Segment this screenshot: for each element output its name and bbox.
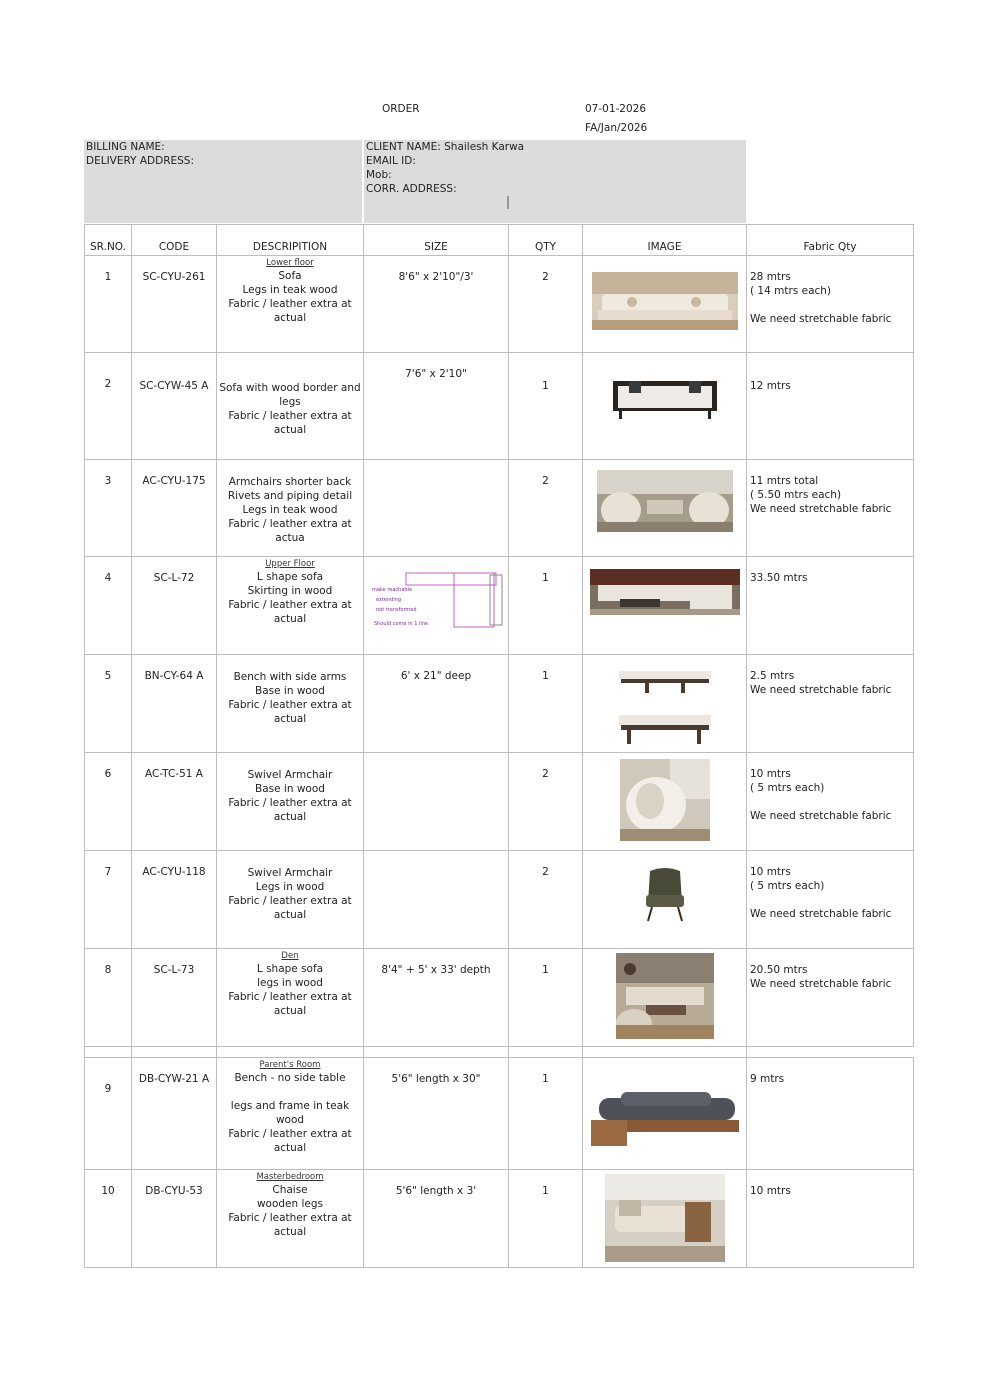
size-cell bbox=[364, 256, 509, 353]
qty-value: 1 bbox=[542, 964, 549, 976]
description-cell bbox=[217, 1170, 364, 1268]
srno-value: 10 bbox=[101, 1185, 115, 1197]
code-value: SC-L-73 bbox=[153, 964, 195, 976]
description-cell bbox=[217, 949, 364, 1047]
srno-cell bbox=[85, 1058, 132, 1170]
spacer-cell bbox=[583, 1047, 747, 1058]
qty-value: 1 bbox=[542, 1073, 549, 1085]
image-cell bbox=[583, 557, 747, 655]
srno-cell bbox=[85, 460, 132, 557]
fabric-line: We need stretchable fabric bbox=[750, 313, 892, 325]
size-cell bbox=[364, 949, 509, 1047]
fabric-line: We need stretchable fabric bbox=[750, 810, 892, 822]
srno-value: 5 bbox=[104, 670, 112, 682]
qty-cell bbox=[509, 949, 583, 1047]
fabric-line bbox=[750, 795, 913, 809]
description-cell bbox=[217, 655, 364, 753]
description-line: Legs in teak wood bbox=[242, 284, 338, 296]
table-row bbox=[85, 851, 914, 949]
description-line: Fabric / leather extra at bbox=[228, 895, 352, 907]
description-line: wooden legs bbox=[256, 1198, 324, 1210]
table-row bbox=[85, 557, 914, 655]
col-header-fabric-qty: Fabric Qty bbox=[747, 225, 914, 256]
description-line: Fabric / leather extra at bbox=[228, 797, 352, 809]
client-block bbox=[364, 140, 746, 223]
spacer-cell bbox=[132, 1047, 217, 1058]
description-cell bbox=[217, 851, 364, 949]
armchairs-image bbox=[597, 470, 733, 532]
spacer-cell bbox=[364, 1047, 509, 1058]
spacer-cell bbox=[85, 1047, 132, 1058]
image-cell bbox=[583, 256, 747, 353]
image-cell bbox=[583, 851, 747, 949]
col-header-description: DESCRIPITION bbox=[217, 225, 364, 256]
fabric-line: 10 mtrs bbox=[750, 1185, 791, 1197]
col-header-size: SIZE bbox=[364, 225, 509, 256]
fabric-cell bbox=[747, 1170, 914, 1268]
description-cell bbox=[217, 1058, 364, 1170]
col-header-image: IMAGE bbox=[583, 225, 747, 256]
code-cell bbox=[132, 753, 217, 851]
spacer-cell bbox=[509, 1047, 583, 1058]
srno-cell bbox=[85, 1170, 132, 1268]
code-value: AC-TC-51 A bbox=[145, 768, 203, 780]
den-sofa-image bbox=[616, 953, 714, 1039]
fabric-line bbox=[750, 298, 913, 312]
green-armchair-image bbox=[642, 865, 688, 923]
spacer-cell bbox=[747, 1047, 914, 1058]
billing-block bbox=[84, 140, 362, 223]
fabric-line: 11 mtrs total bbox=[750, 475, 819, 487]
col-header-qty: QTY bbox=[509, 225, 583, 256]
description-line: actual bbox=[273, 424, 307, 436]
description-line: Skirting in wood bbox=[247, 585, 333, 597]
srno-value: 9 bbox=[104, 1083, 112, 1095]
qty-cell bbox=[509, 1170, 583, 1268]
billing-name-label: BILLING NAME: bbox=[86, 141, 165, 153]
svg-text:not transformed: not transformed bbox=[376, 607, 417, 613]
delivery-address-label: DELIVERY ADDRESS: bbox=[86, 155, 195, 167]
fabric-line: We need stretchable fabric bbox=[750, 684, 892, 696]
fabric-cell bbox=[747, 655, 914, 753]
section-label: Lower floor bbox=[266, 258, 314, 268]
qty-value: 2 bbox=[542, 271, 549, 283]
fabric-line: ( 5.50 mtrs each) bbox=[750, 489, 842, 501]
srno-cell bbox=[85, 557, 132, 655]
description-line: legs in wood bbox=[257, 977, 323, 989]
fabric-cell bbox=[747, 949, 914, 1047]
image-cell bbox=[583, 353, 747, 460]
text-cursor bbox=[507, 196, 509, 209]
image-cell bbox=[583, 1170, 747, 1268]
code-cell bbox=[132, 949, 217, 1047]
table-row bbox=[85, 353, 914, 460]
order-title: ORDER bbox=[382, 103, 420, 115]
fabric-cell bbox=[747, 1058, 914, 1170]
image-cell bbox=[583, 655, 747, 753]
srno-cell bbox=[85, 949, 132, 1047]
qty-cell bbox=[509, 655, 583, 753]
description-line: Swivel Armchair bbox=[247, 867, 333, 879]
fabric-line: 12 mtrs bbox=[750, 380, 791, 392]
description-line: actual bbox=[273, 1005, 307, 1017]
qty-cell bbox=[509, 460, 583, 557]
qty-cell bbox=[509, 851, 583, 949]
fabric-line: We need stretchable fabric bbox=[750, 908, 892, 920]
code-cell bbox=[132, 851, 217, 949]
qty-cell bbox=[509, 256, 583, 353]
size-cell bbox=[364, 655, 509, 753]
description-line: Fabric / leather extra at bbox=[228, 991, 352, 1003]
code-cell bbox=[132, 353, 217, 460]
srno-cell bbox=[85, 753, 132, 851]
size-value: 8'4" + 5' x 33' depth bbox=[381, 964, 491, 976]
fabric-cell bbox=[747, 753, 914, 851]
order-date: 07-01-2026 bbox=[585, 103, 647, 115]
size-cell bbox=[364, 557, 509, 655]
description-line: actual bbox=[273, 1226, 307, 1238]
section-label: Masterbedroom bbox=[256, 1172, 324, 1182]
order-reference: FA/Jan/2026 bbox=[585, 122, 648, 134]
table-row bbox=[85, 949, 914, 1047]
description-line: Fabric / leather extra at bbox=[228, 1128, 352, 1140]
fabric-cell bbox=[747, 557, 914, 655]
qty-cell bbox=[509, 753, 583, 851]
section-label: Upper Floor bbox=[265, 559, 315, 569]
description-line: L shape sofa bbox=[256, 963, 324, 975]
fabric-line: 10 mtrs bbox=[750, 768, 791, 780]
description-line bbox=[217, 1085, 363, 1099]
size-value: 8'6" x 2'10"/3' bbox=[398, 271, 474, 283]
description-line: Base in wood bbox=[255, 783, 325, 795]
code-cell bbox=[132, 1058, 217, 1170]
description-line: Fabric / leather extra at bbox=[228, 699, 352, 711]
qty-value: 1 bbox=[542, 380, 549, 392]
table-row bbox=[85, 1170, 914, 1268]
description-line: Fabric / leather extra at bbox=[228, 1212, 352, 1224]
srno-value: 7 bbox=[104, 866, 112, 878]
table-row bbox=[85, 256, 914, 353]
description-line: Armchairs shorter back bbox=[228, 476, 352, 488]
description-line: legs bbox=[279, 396, 301, 408]
qty-cell bbox=[509, 557, 583, 655]
size-value bbox=[364, 753, 508, 767]
fabric-line: ( 5 mtrs each) bbox=[750, 880, 825, 892]
table-row bbox=[85, 460, 914, 557]
qty-value: 1 bbox=[542, 670, 549, 682]
client-address: CORR. ADDRESS: bbox=[366, 183, 457, 195]
srno-value: 2 bbox=[104, 378, 112, 390]
spacer-row bbox=[85, 1047, 914, 1058]
fabric-line: ( 5 mtrs each) bbox=[750, 782, 825, 794]
col-header-code: CODE bbox=[132, 225, 217, 256]
table-row bbox=[85, 753, 914, 851]
description-line: actual bbox=[273, 613, 307, 625]
description-cell bbox=[217, 353, 364, 460]
fabric-cell bbox=[747, 256, 914, 353]
srno-value: 6 bbox=[104, 768, 112, 780]
daybed-image bbox=[591, 1068, 739, 1148]
svg-text:Should come in 1 line: Should come in 1 line bbox=[374, 621, 429, 627]
code-value: SC-L-72 bbox=[153, 572, 195, 584]
table-row bbox=[85, 1058, 914, 1170]
description-line: Bench with side arms bbox=[233, 671, 347, 683]
description-line: actua bbox=[275, 532, 305, 544]
fabric-line: 33.50 mtrs bbox=[750, 572, 808, 584]
description-line: Fabric / leather extra at bbox=[228, 518, 352, 530]
fabric-line bbox=[750, 893, 913, 907]
description-cell bbox=[217, 557, 364, 655]
srno-value: 3 bbox=[104, 475, 112, 487]
size-cell bbox=[364, 460, 509, 557]
section-label: Den bbox=[281, 951, 299, 961]
col-header-srno: SR.NO. bbox=[85, 225, 132, 256]
swivel-armchair-image bbox=[620, 759, 710, 841]
fabric-line: 28 mtrs bbox=[750, 271, 791, 283]
image-cell bbox=[583, 460, 747, 557]
code-value: DB-CYW-21 A bbox=[138, 1073, 210, 1085]
description-cell bbox=[217, 256, 364, 353]
srno-cell bbox=[85, 256, 132, 353]
srno-cell bbox=[85, 353, 132, 460]
image-cell bbox=[583, 1058, 747, 1170]
l-shape-sofa-image bbox=[590, 569, 740, 615]
description-line: actual bbox=[273, 312, 307, 324]
code-cell bbox=[132, 460, 217, 557]
size-cell bbox=[364, 1170, 509, 1268]
table-row bbox=[85, 655, 914, 753]
description-line: actual bbox=[273, 811, 307, 823]
description-line: Base in wood bbox=[255, 685, 325, 697]
size-value: 7'6" x 2'10" bbox=[405, 368, 467, 380]
size-cell bbox=[364, 753, 509, 851]
code-cell bbox=[132, 557, 217, 655]
fabric-cell bbox=[747, 460, 914, 557]
fabric-line: 2.5 mtrs bbox=[750, 670, 795, 682]
fabric-line: We need stretchable fabric bbox=[750, 503, 892, 515]
beige-sofa-image bbox=[592, 272, 738, 330]
svg-text:extending: extending bbox=[376, 597, 402, 603]
svg-text:make reachable: make reachable bbox=[372, 587, 413, 593]
size-value: 5'6" length x 3' bbox=[395, 1185, 477, 1197]
fabric-line: 20.50 mtrs bbox=[750, 964, 808, 976]
size-value bbox=[364, 460, 508, 474]
srno-cell bbox=[85, 655, 132, 753]
code-value: SC-CYW-45 A bbox=[139, 380, 209, 392]
code-value: AC-CYU-118 bbox=[142, 866, 206, 878]
wood-frame-sofa-image bbox=[609, 375, 721, 421]
qty-value: 2 bbox=[542, 866, 549, 878]
code-cell bbox=[132, 256, 217, 353]
srno-value: 1 bbox=[104, 271, 112, 283]
qty-value: 2 bbox=[542, 475, 549, 487]
fabric-line: We need stretchable fabric bbox=[750, 978, 892, 990]
qty-value: 1 bbox=[542, 572, 549, 584]
qty-cell bbox=[509, 1058, 583, 1170]
description-line: actual bbox=[273, 713, 307, 725]
code-cell bbox=[132, 1170, 217, 1268]
description-line: L shape sofa bbox=[256, 571, 324, 583]
client-email: EMAIL ID: bbox=[366, 155, 416, 167]
code-value: DB-CYU-53 bbox=[145, 1185, 203, 1197]
size-cell bbox=[364, 353, 509, 460]
table-header-row bbox=[85, 225, 914, 256]
bench-image bbox=[617, 665, 713, 747]
description-line: legs and frame in teak wood bbox=[230, 1100, 350, 1126]
code-value: SC-CYU-261 bbox=[142, 271, 206, 283]
description-line: Swivel Armchair bbox=[247, 769, 333, 781]
size-value: 5'6" length x 30" bbox=[391, 1073, 481, 1085]
description-cell bbox=[217, 460, 364, 557]
description-line: actual bbox=[273, 1142, 307, 1154]
description-cell bbox=[217, 753, 364, 851]
fabric-cell bbox=[747, 851, 914, 949]
fabric-line: 10 mtrs bbox=[750, 866, 791, 878]
fabric-line: ( 14 mtrs each) bbox=[750, 285, 832, 297]
code-value: AC-CYU-175 bbox=[142, 475, 206, 487]
qty-value: 1 bbox=[542, 1185, 549, 1197]
fabric-cell bbox=[747, 353, 914, 460]
size-cell bbox=[364, 1058, 509, 1170]
description-line: Sofa bbox=[278, 270, 302, 282]
description-line: Sofa with wood border and bbox=[219, 382, 361, 394]
qty-value: 2 bbox=[542, 768, 549, 780]
description-line: Rivets and piping detail bbox=[227, 490, 353, 502]
fabric-line: 9 mtrs bbox=[750, 1073, 785, 1085]
description-line: actual bbox=[273, 909, 307, 921]
size-cell bbox=[364, 851, 509, 949]
image-cell bbox=[583, 949, 747, 1047]
description-line: Fabric / leather extra at bbox=[228, 298, 352, 310]
layout-sketch-image bbox=[366, 567, 506, 631]
qty-cell bbox=[509, 353, 583, 460]
code-cell bbox=[132, 655, 217, 753]
srno-value: 4 bbox=[104, 572, 112, 584]
section-label: Parent's Room bbox=[259, 1060, 321, 1070]
srno-cell bbox=[85, 851, 132, 949]
size-value bbox=[364, 851, 508, 865]
image-cell bbox=[583, 753, 747, 851]
code-value: BN-CY-64 A bbox=[144, 670, 204, 682]
client-name: CLIENT NAME: Shailesh Karwa bbox=[366, 141, 525, 153]
description-line: Fabric / leather extra at bbox=[228, 599, 352, 611]
description-line: Legs in wood bbox=[255, 881, 325, 893]
chaise-image bbox=[605, 1174, 725, 1262]
client-mob: Mob: bbox=[366, 169, 392, 181]
spacer-cell bbox=[217, 1047, 364, 1058]
order-table bbox=[84, 224, 914, 1268]
description-line: Legs in teak wood bbox=[242, 504, 338, 516]
description-line: Fabric / leather extra at bbox=[228, 410, 352, 422]
description-line: Bench - no side table bbox=[234, 1072, 346, 1084]
size-value: 6' x 21" deep bbox=[400, 670, 472, 682]
description-line: Chaise bbox=[272, 1184, 308, 1196]
srno-value: 8 bbox=[104, 964, 112, 976]
